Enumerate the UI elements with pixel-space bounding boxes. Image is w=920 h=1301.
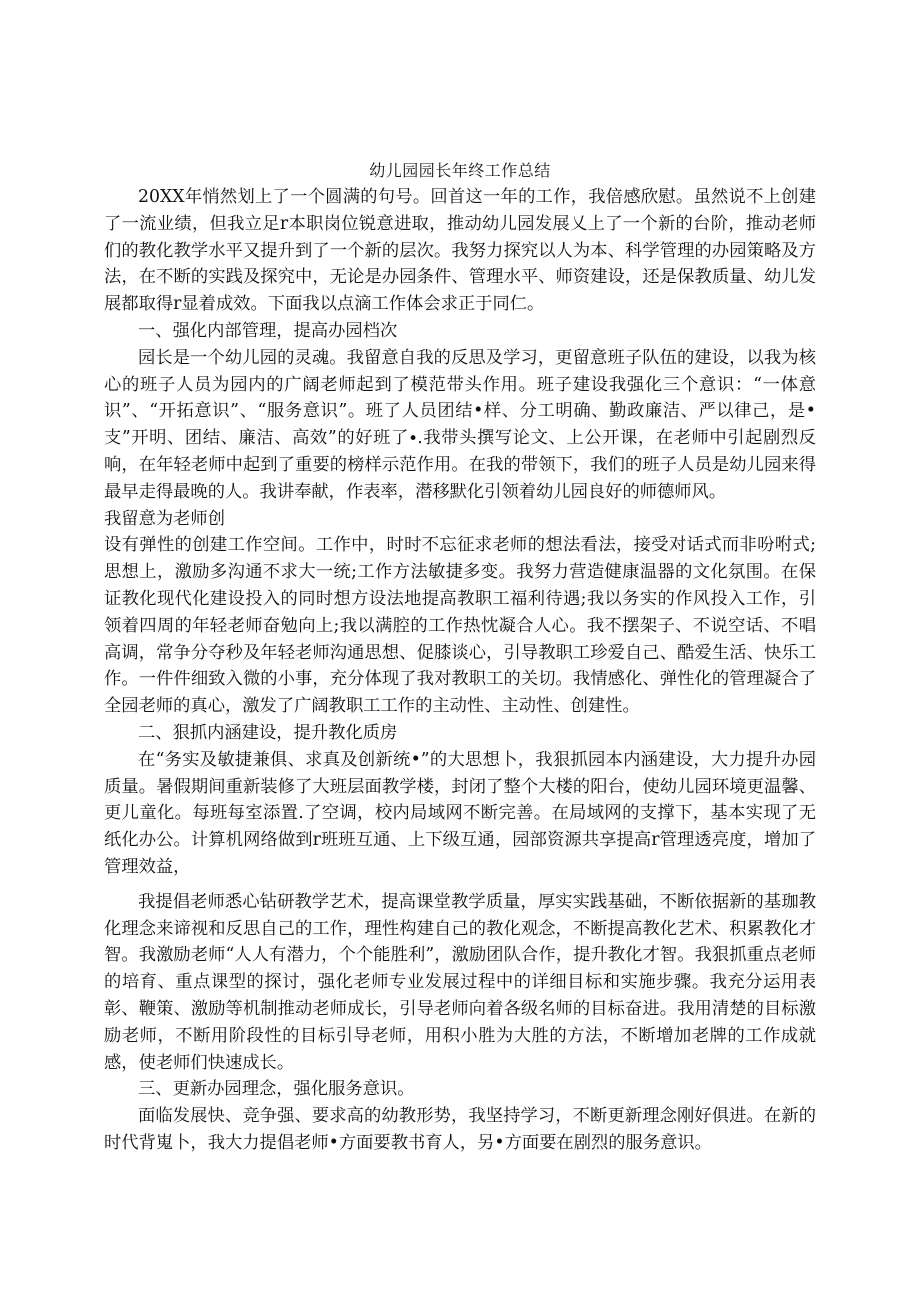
- paragraph-workspace: 设有弹性的创建工作空间。工作中，时时不忘征求老师的想法看法，接受对话式而非吩咐式;思想上，激励多沟通不求大一统;工作方法敏捷多变。我努力营造健康温器的文化氛围。在保证教化现代化建设投入的同时想方设法地提高教职工福利待遇;我以务实的作风投入工作，引领着四周的年轻老师奋勉向上;我以满腔的工作热忱凝合人心。我不摆架子、不说空话、不唱高调，常争分夺秒及年轻老师沟通思想、促膝谈心，引导教职工珍爱自己、酷爱生活、快乐工作。一件件细致入微的小事，充分体现了我对教职工的关切。我情感化、弹性化的管理凝合了全园老师的真心，激发了广阔教职工工作的主动性、主动性、创建性。: [104, 535, 816, 717]
- document-page: [104, 158, 816, 1157]
- paragraph-principal-role: 园长是一个幼儿园的灵魂。我留意自我的反思及学习，更留意班子队伍的建设，以我为核心的班子人员为园内的广阔老师起到了模范带头作用。班子建设我强化三个意识：“一体意识”、“开拓意识”、“服务意识”。班了人员团结•样、分工明确、勤政廉洁、严以律己，是•支”开明、团结、廉洁、高效”的好班了∙.我带头撰写论文、上公开课，在老师中引起剧烈反响，在年轻老师中起到了重要的榜样示范作用。在我的带领下，我们的班子人员是幼儿园来得最早走得最晚的人。我讲奉献，作表率，潜移默化引领着幼儿园良好的师德师风。: [104, 347, 816, 502]
- paragraph-intro: 20XX年悄然划上了一个圆满的句号。回首这一年的工作，我倍感欣慰。虽然说不上创建了一流业绩，但我立足r本职岗位锐意进取，推动幼儿园发展乂上了一个新的台阶，推动老师们的教化教学水平又提升到了一个新的层次。我努力探究以人为本、科学管理的办园策略及方法，在不断的实践及探究中，无论是办园条件、管理水平、师资建设，还是保教质量、幼儿发展都取得r显着成效。下面我以点滴工作体会求正于同仁。: [104, 187, 816, 315]
- section-heading-1: 一、强化内部管理，提高办园档次: [138, 320, 398, 341]
- paragraph-teaching-art: 我提倡老师悉心钻研教学艺术，提高课堂教学质量，厚实实践基础，不断依据新的基珈教化理念来谛视和反思自己的工作，理性构建自己的教化观念，不断提高教化艺术、积累教化才智。我激励老师“人人有潜力，个个能胜利”，激励团队合作，提升教化才智。我狠抓重点老师的培育、重点课型的探讨，强化老师专业发展过程中的详细目标和实施步骤。我充分运用表彰、鞭策、激励等机制推动老师成长，引导老师向着各级名师的目标奋进。我用清楚的目标激励老师，不断用阶段性的目标引导老师，用积小胜为大胜的方法，不断增加老牌的工作成就感，使老师们快速成长。: [104, 891, 816, 1073]
- paragraph-connotation: 在“务实及敏捷兼俱、求真及创新统•”的大思想卜，我狠抓园本内涵建设，大力提升办园质量。暑假期间重新装修了大班层面教学楼，封闭了整个大楼的阳台，使幼儿园环境更温馨、更儿童化。每班每室添置.了空调，校内局域网不断完善。在局域网的支撑下，基本实现了无纸化办公。计算机网络做到r班班互通、上下级互通，园部资源共享提高r管理透亮度，增加了管理效益，: [104, 749, 816, 877]
- section-heading-3: 三、更新办园理念，强化服务意识。: [138, 1079, 415, 1100]
- section-heading-2: 二、狠抓内涵建设，提升教化质房: [138, 722, 398, 743]
- paragraph-new-era: 面临发展快、竞争强、要求高的幼教形势，我坚持学习，不断更新理念刚好俱进。在新的时代背嵬卜，我大力提倡老师•方面要教书育人，另•方面要在剧烈的服务意识。: [104, 1106, 816, 1153]
- document-title: 幼儿园园长年终工作总结: [369, 161, 551, 180]
- paragraph-tail: 我留意为老师创: [104, 508, 225, 529]
